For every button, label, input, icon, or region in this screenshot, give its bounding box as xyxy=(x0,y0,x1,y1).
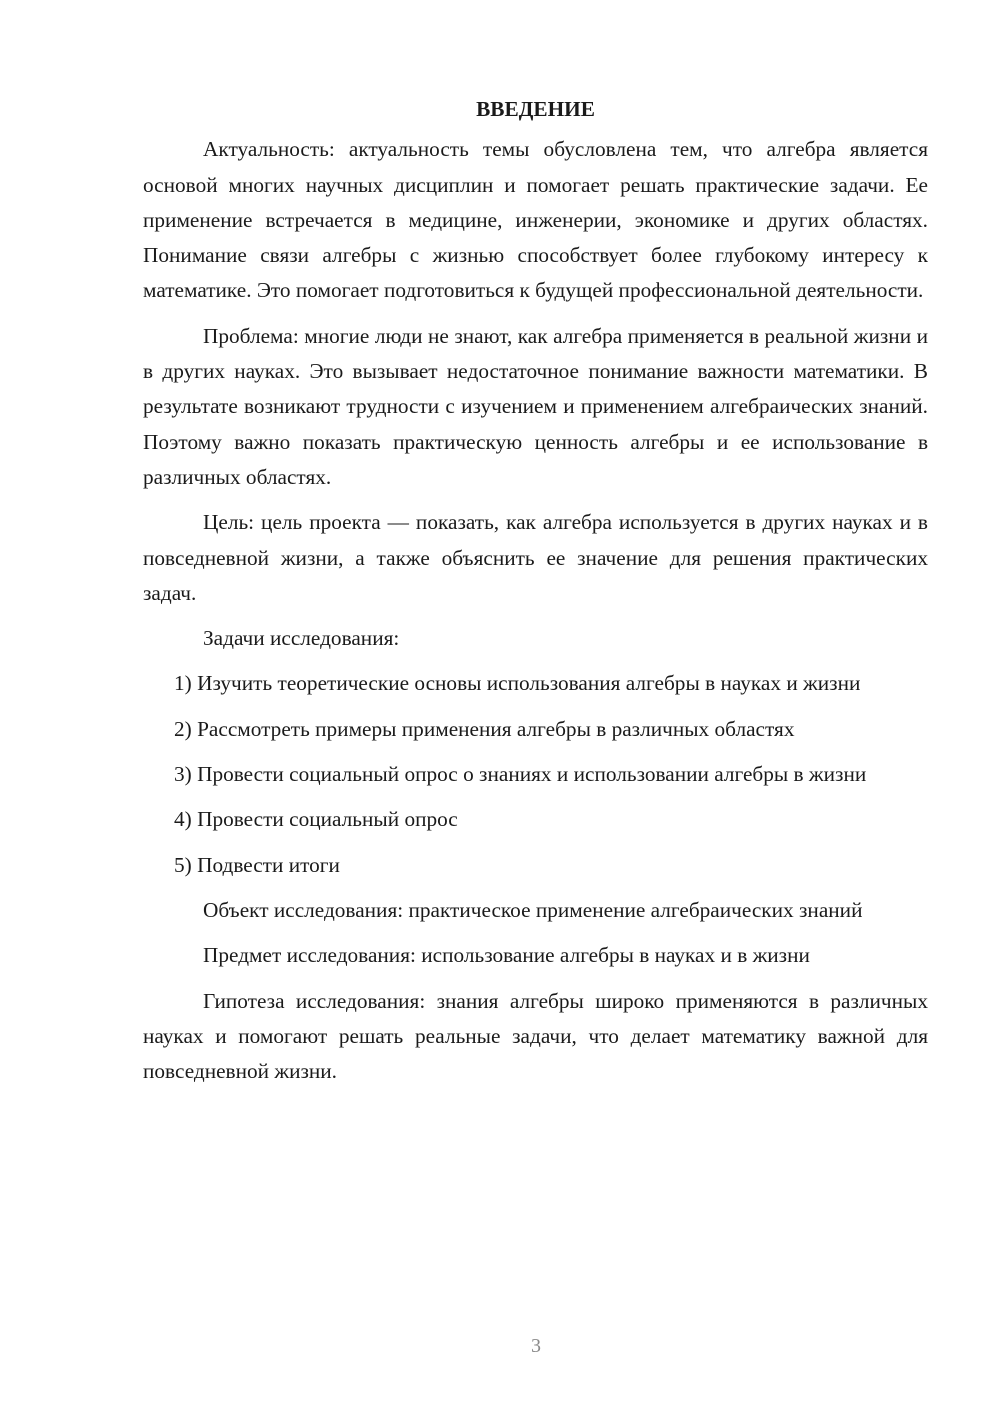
task-item: 2) Рассмотреть примеры применения алгебры в различных областях xyxy=(174,716,795,741)
paragraph-object: Объект исследования: практическое применение алгебраических знаний xyxy=(203,897,863,922)
page-content xyxy=(143,92,928,1099)
paragraph-problem: Проблема: многие люди не знают, как алгебра применяется в реальной жизни и в других науках. Это вызывает недостаточное понимание важности математики. В результате возникают трудности с изучением и применением алгебраических знаний. Поэтому важно показать практическую ценность алгебры и ее использование в различных областях. xyxy=(143,323,928,489)
page-number: 3 xyxy=(531,1335,541,1357)
task-item: 4) Провести социальный опрос xyxy=(174,807,458,832)
paragraph-goal: Цель: цель проекта — показать, как алгебра используется в других науках и в повседневной жизни, а также объяснить ее значение для решения практических задач. xyxy=(143,510,928,605)
task-item: 3) Провести социальный опрос о знаниях и использовании алгебры в жизни xyxy=(174,762,867,787)
paragraph-hypothesis: Гипотеза исследования: знания алгебры широко применяются в различных науках и помогают решать реальные задачи, что делает математику важной для повседневной жизни. xyxy=(143,988,928,1084)
task-item: 5) Подвести итоги xyxy=(174,852,340,877)
task-item: 1) Изучить теоретические основы использования алгебры в науках и жизни xyxy=(174,671,861,696)
paragraph-subject: Предмет исследования: использование алгебры в науках и в жизни xyxy=(203,943,810,968)
paragraph-tasks-heading: Задачи исследования: xyxy=(203,626,400,651)
paragraph-relevance: Актуальность: актуальность темы обусловлена тем, что алгебра является основой многих научных дисциплин и помогает решать практические задачи. Ее применение встречается в медицине, инженерии, экономике и других областях. Понимание связи алгебры с жизнью способствует более глубокому интересу к математике. Это помогает подготовиться к будущей профессиональной деятельности. xyxy=(143,137,928,303)
section-title: ВВЕДЕНИЕ xyxy=(476,97,595,121)
